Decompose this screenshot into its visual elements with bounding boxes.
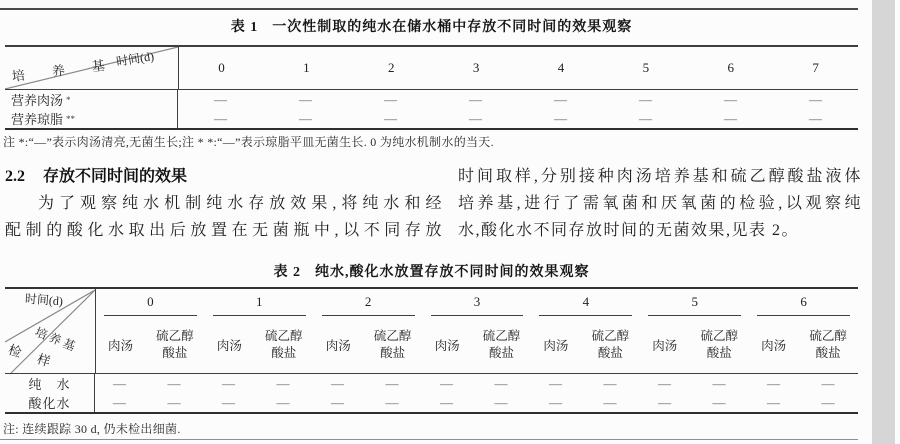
- row-label-text: 营养肉汤: [11, 93, 64, 108]
- top-rule: [0, 8, 858, 10]
- sub-columns: [749, 316, 858, 373]
- day-group-2: [314, 289, 423, 373]
- cell: —: [724, 91, 737, 107]
- table2-title: [5, 261, 858, 281]
- cell: —: [494, 394, 508, 410]
- cell: —: [214, 110, 227, 126]
- table1-corner-medium-label: 培 养 基: [11, 56, 118, 85]
- cell: —: [440, 394, 454, 410]
- table2-note: 注: 连续跟踪 30 d, 仍未检出细菌.: [3, 422, 181, 436]
- cell: —: [554, 91, 567, 107]
- body-text-columns: [5, 163, 861, 244]
- table2-corner-medium-label: 培养基: [33, 324, 80, 355]
- subheader-broth: 肉汤: [761, 338, 787, 353]
- thio-line2: 酸盐: [380, 345, 406, 360]
- day-number: 6: [800, 294, 807, 309]
- cell: —: [712, 375, 726, 391]
- cell: —: [494, 375, 508, 391]
- table1-col-0: 0: [218, 60, 225, 75]
- cell: —: [821, 375, 835, 391]
- table1-title-label: 表 1: [230, 20, 259, 35]
- table2-title-label: 表 2: [273, 265, 301, 280]
- row-label-mark: *: [66, 94, 71, 105]
- cell: —: [276, 394, 290, 410]
- thio-line2: 酸盐: [706, 345, 732, 360]
- cell: —: [167, 394, 181, 410]
- table1-row-agar: [5, 109, 858, 128]
- subheader-broth: 肉汤: [216, 338, 242, 353]
- cell: —: [299, 91, 312, 107]
- table2-row-cells: [95, 395, 858, 411]
- thio-line2: 酸盐: [488, 345, 514, 360]
- cell: —: [299, 110, 312, 126]
- cell: —: [222, 375, 236, 391]
- thio-line1: 硫乙醇: [591, 328, 630, 343]
- subheader-broth: 肉汤: [434, 338, 460, 353]
- thio-line2: 酸盐: [815, 345, 841, 360]
- cell: —: [821, 394, 835, 410]
- table2-row-cells: [95, 376, 858, 392]
- table1-corner-cell: [5, 47, 179, 89]
- paragraph-line: 培养基,进行了需氧菌和厌氧菌的检验,以观察纯: [458, 195, 861, 212]
- subheader-broth: 肉汤: [325, 338, 351, 353]
- cell: —: [809, 91, 822, 107]
- table1: [5, 45, 858, 130]
- table1-row-label: [5, 90, 178, 109]
- cell-group: [204, 395, 313, 411]
- cell: —: [167, 375, 181, 391]
- cell: —: [469, 110, 482, 126]
- table2: [5, 287, 858, 414]
- day-number: 3: [473, 294, 481, 309]
- text-column-right: [458, 163, 861, 244]
- cell-group: [531, 376, 640, 392]
- section-heading: [5, 163, 442, 190]
- table1-title: [5, 16, 858, 36]
- day-number: 5: [691, 294, 698, 309]
- cell: —: [639, 110, 652, 126]
- table2-row-label: 纯 水: [5, 374, 95, 393]
- day-number: 4: [582, 294, 590, 309]
- day-number: 1: [256, 294, 263, 309]
- subheader-thioglycollate: [145, 316, 205, 373]
- thio-line1: 硫乙醇: [809, 328, 847, 343]
- day-group-6: [749, 289, 858, 373]
- day-group-1: [205, 289, 314, 373]
- cell: —: [724, 110, 737, 126]
- cell-group: [749, 395, 858, 411]
- subheader-broth: 肉汤: [652, 338, 678, 353]
- cell: —: [554, 110, 567, 126]
- cell: —: [331, 394, 345, 410]
- table2-corner-time-label: 时间(d): [24, 291, 64, 309]
- paragraph-line: 为了观察纯水机制纯水存放效果,将纯水和经: [38, 195, 442, 212]
- thio-line1: 硫乙醇: [373, 328, 412, 343]
- sub-columns: [205, 316, 314, 373]
- cell: —: [603, 375, 617, 391]
- table1-col-1: 1: [303, 60, 310, 75]
- subheader-thioglycollate: [689, 316, 749, 373]
- table2-row-label: 酸化水: [5, 393, 95, 412]
- sub-columns: [314, 316, 423, 373]
- cell-group: [95, 376, 204, 392]
- cell: —: [809, 110, 822, 126]
- table2-title-text: 纯水,酸化水放置存放不同时间的效果观察: [315, 265, 590, 280]
- sub-columns: [96, 316, 205, 373]
- subheader-broth: 肉汤: [107, 338, 133, 353]
- subheader-thioglycollate: [472, 316, 532, 373]
- cell: —: [331, 375, 345, 391]
- paragraph-line: 时间取样,分别接种肉汤培养基和硫乙醇酸盐液体: [458, 168, 861, 185]
- cell: —: [639, 91, 652, 107]
- subheader-thioglycollate: [798, 316, 858, 373]
- table1-row-label: [5, 109, 178, 128]
- cell: —: [440, 375, 454, 391]
- subheader-thioglycollate: [254, 316, 314, 373]
- day-group-0: [96, 289, 205, 373]
- table2-header: [5, 289, 858, 374]
- table2-day-groups: [96, 289, 858, 373]
- cell-group: [313, 395, 422, 411]
- section-number: 2.2: [5, 168, 25, 185]
- table2-row-acidified-water: [5, 393, 858, 412]
- thio-line1: 硫乙醇: [700, 328, 738, 343]
- bottom-rule: [0, 439, 858, 440]
- day-group-3: [423, 289, 532, 373]
- cell-group: [640, 395, 749, 411]
- table1-title-text: 一次性制取的纯水在储水桶中存放不同时间的效果观察: [272, 20, 633, 35]
- cell-group: [95, 395, 204, 411]
- cell: —: [222, 394, 236, 410]
- table1-note: 注 *:“—”表示肉汤清亮,无菌生长;注 * *:“—”表示琼脂平皿无菌生长. 0 为纯水机制水的当天.: [3, 135, 494, 149]
- cell: —: [113, 394, 127, 410]
- cell: —: [767, 394, 781, 410]
- thio-line2: 酸盐: [162, 345, 188, 360]
- paragraph-line: 配制的酸化水取出后放置在无菌瓶中,以不同存放: [5, 222, 442, 239]
- cell: —: [276, 375, 290, 391]
- sub-columns: [640, 316, 749, 373]
- subheader-broth: 肉汤: [543, 338, 569, 353]
- cell: —: [113, 375, 127, 391]
- paragraph-line: 水,酸化水不同存放时间的无菌效果,见表 2。: [458, 222, 800, 239]
- cell-group: [749, 376, 858, 392]
- table1-col-6: 6: [727, 60, 734, 75]
- table1-corner-time-label: 时间(d): [115, 49, 155, 69]
- cell: —: [385, 375, 399, 391]
- cell: —: [384, 91, 397, 107]
- subheader-thioglycollate: [363, 316, 423, 373]
- table1-col-3: 3: [472, 60, 480, 75]
- row-label-text: 营养琼脂: [11, 112, 64, 127]
- cell: —: [469, 91, 482, 107]
- scan-edge-band: [872, 0, 895, 444]
- table1-col-4: 4: [557, 60, 565, 75]
- cell-group: [422, 395, 531, 411]
- table1-row-broth: [5, 90, 858, 109]
- cell: —: [767, 375, 781, 391]
- cell: —: [712, 394, 726, 410]
- cell: —: [384, 110, 397, 126]
- thio-line1: 硫乙醇: [156, 328, 194, 343]
- table1-day-columns: [179, 47, 858, 89]
- cell: —: [658, 394, 672, 410]
- day-group-4: [531, 289, 640, 373]
- section-title: 存放不同时间的效果: [43, 168, 188, 185]
- sub-columns: [531, 316, 640, 373]
- cell-group: [640, 376, 749, 392]
- thio-line2: 酸盐: [271, 345, 297, 360]
- cell-group: [204, 376, 313, 392]
- table2-corner-sample-label: 检 样: [6, 341, 59, 372]
- subheader-thioglycollate: [580, 316, 640, 373]
- cell: —: [658, 375, 672, 391]
- cell-group: [422, 376, 531, 392]
- thio-line2: 酸盐: [597, 345, 623, 360]
- cell: —: [603, 394, 617, 410]
- day-number: 2: [364, 294, 372, 309]
- cell-group: [531, 395, 640, 411]
- thio-line1: 硫乙醇: [265, 328, 303, 343]
- table1-col-7: 7: [812, 60, 819, 75]
- table1-row-cells: [178, 92, 858, 108]
- text-column-left: [5, 163, 442, 244]
- table2-corner-cell: [5, 289, 96, 373]
- day-group-5: [640, 289, 749, 373]
- day-number: 0: [147, 294, 154, 309]
- cell-group: [313, 376, 422, 392]
- table2-row-pure-water: [5, 374, 858, 393]
- cell: —: [214, 91, 227, 107]
- cell: —: [549, 394, 563, 410]
- row-label-mark: **: [66, 113, 76, 124]
- cell: —: [549, 375, 563, 391]
- table1-header-row: [5, 47, 858, 90]
- table1-col-5: 5: [642, 60, 650, 75]
- cell: —: [385, 394, 399, 410]
- table1-col-2: 2: [387, 60, 395, 75]
- table1-row-cells: [178, 111, 858, 127]
- sub-columns: [423, 316, 532, 373]
- thio-line1: 硫乙醇: [482, 328, 521, 343]
